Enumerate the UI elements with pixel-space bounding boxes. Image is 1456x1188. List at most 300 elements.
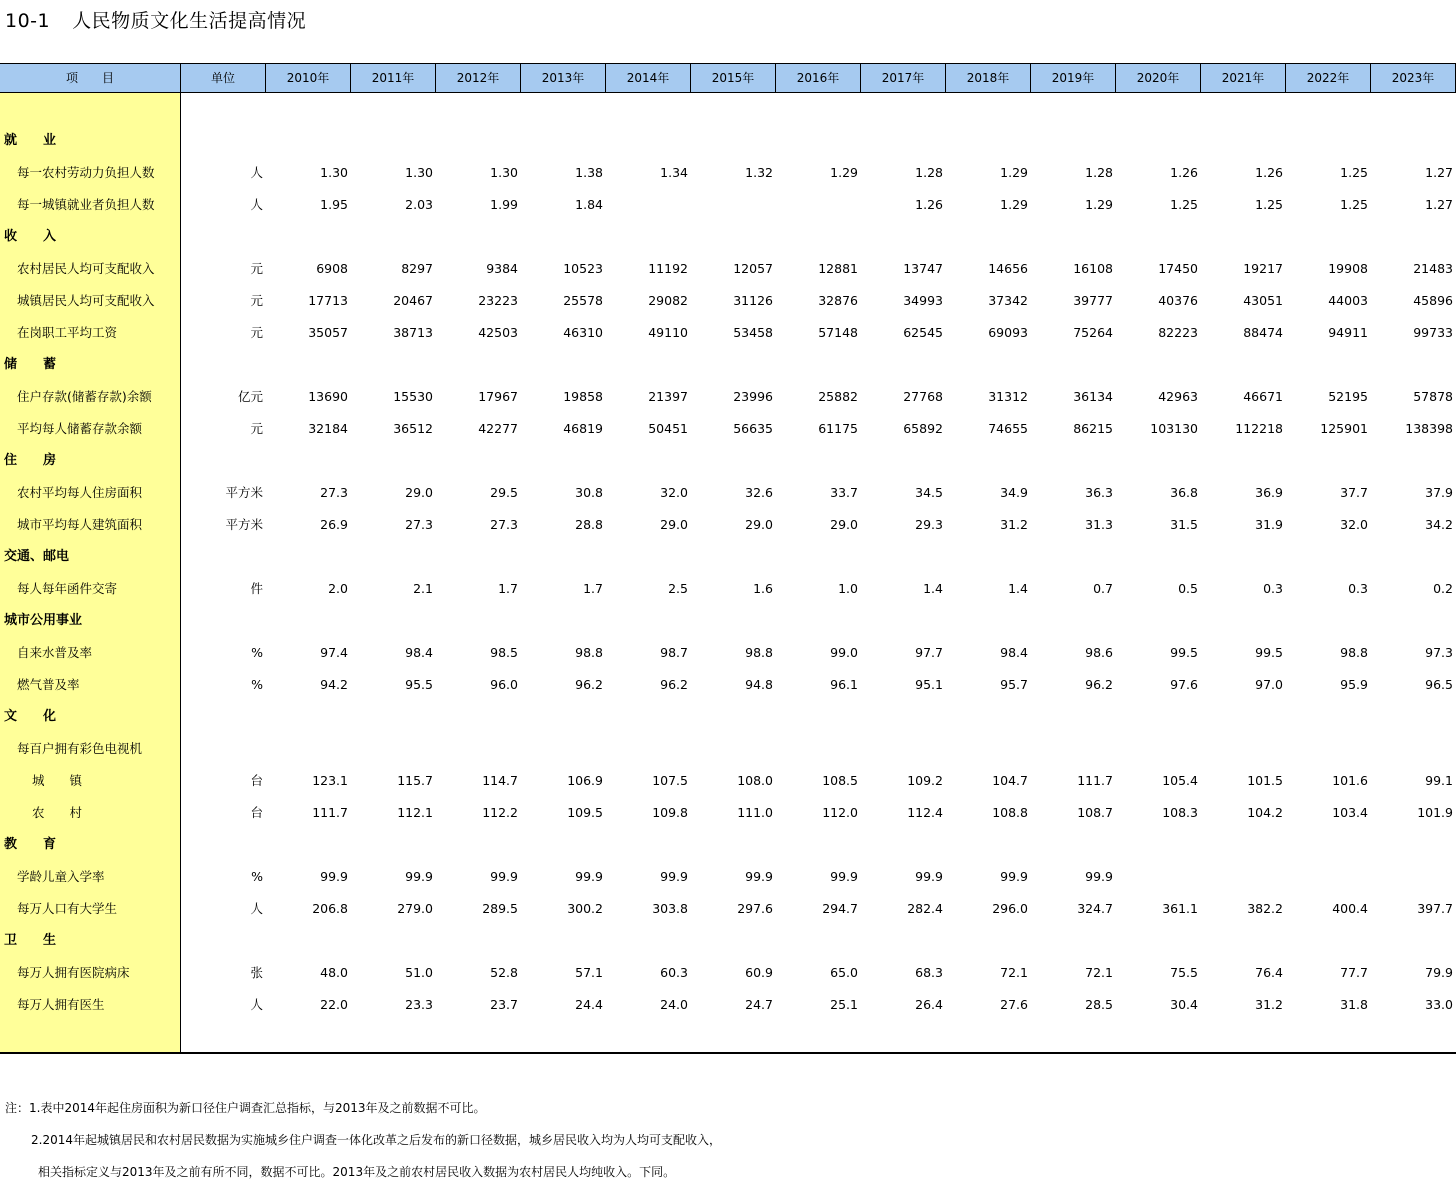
- value-cell: 99733: [1413, 325, 1453, 340]
- value-cell: 108.5: [822, 773, 858, 788]
- row-unit: 元: [250, 421, 263, 436]
- value-cell: 115.7: [397, 773, 433, 788]
- value-cell: 96.2: [575, 677, 603, 692]
- value-cell: 31.3: [1085, 517, 1113, 532]
- table-row: [0, 189, 1456, 221]
- row-unit: %: [251, 869, 263, 884]
- value-cell: 31.2: [1255, 997, 1283, 1012]
- value-cell: 1.0: [838, 581, 858, 596]
- value-cell: 98.8: [1340, 645, 1368, 660]
- value-cell: 294.7: [822, 901, 858, 916]
- value-cell: 97.0: [1255, 677, 1283, 692]
- value-cell: 69093: [988, 325, 1028, 340]
- value-cell: 114.7: [482, 773, 518, 788]
- value-cell: 31.2: [1000, 517, 1028, 532]
- table-row: [0, 861, 1456, 893]
- value-cell: 8297: [401, 261, 433, 276]
- section-row: [0, 605, 1456, 637]
- value-cell: 97.6: [1170, 677, 1198, 692]
- value-cell: 39777: [1073, 293, 1113, 308]
- value-cell: 19858: [563, 389, 603, 404]
- value-cell: 324.7: [1077, 901, 1113, 916]
- value-cell: 15530: [393, 389, 433, 404]
- note-line-3: 相关指标定义与2013年及之前有所不同，数据不可比。2013年及之前农村居民收入数据为农村居民人均纯收入。下同。: [38, 1165, 676, 1179]
- value-cell: 99.9: [1085, 869, 1113, 884]
- value-cell: 34.2: [1425, 517, 1453, 532]
- value-cell: 27.6: [1000, 997, 1028, 1012]
- value-cell: 52195: [1328, 389, 1368, 404]
- section-label: 储 蓄: [4, 357, 57, 372]
- value-cell: 1.28: [1085, 165, 1113, 180]
- header-year: 2021年: [1201, 64, 1286, 92]
- value-cell: 68.3: [915, 965, 943, 980]
- value-cell: 96.2: [1085, 677, 1113, 692]
- value-cell: 109.8: [652, 805, 688, 820]
- value-cell: 31.8: [1340, 997, 1368, 1012]
- value-cell: 60.3: [660, 965, 688, 980]
- value-cell: 27.3: [320, 485, 348, 500]
- value-cell: 106.9: [567, 773, 603, 788]
- value-cell: 24.0: [660, 997, 688, 1012]
- value-cell: 103.4: [1332, 805, 1368, 820]
- row-label: 农村平均每人住房面积: [17, 485, 143, 500]
- value-cell: 76.4: [1255, 965, 1283, 980]
- header-year: 2015年: [691, 64, 776, 92]
- value-cell: 0.5: [1178, 581, 1198, 596]
- value-cell: 95.5: [405, 677, 433, 692]
- header-year: 2012年: [436, 64, 521, 92]
- row-unit: %: [251, 645, 263, 660]
- value-cell: 77.7: [1340, 965, 1368, 980]
- value-cell: 23223: [478, 293, 518, 308]
- row-unit: %: [251, 677, 263, 692]
- value-cell: 56635: [733, 421, 773, 436]
- row-unit: 件: [250, 581, 263, 596]
- value-cell: 40376: [1158, 293, 1198, 308]
- value-cell: 96.1: [830, 677, 858, 692]
- value-cell: 72.1: [1085, 965, 1113, 980]
- table-row: [0, 157, 1456, 189]
- value-cell: 32.0: [660, 485, 688, 500]
- value-cell: 13690: [308, 389, 348, 404]
- header-year: 2020年: [1116, 64, 1201, 92]
- table-row: [0, 285, 1456, 317]
- value-cell: 382.2: [1247, 901, 1283, 916]
- row-label: 城市平均每人建筑面积: [17, 517, 143, 532]
- table-row: [0, 765, 1456, 797]
- row-unit: 人: [250, 901, 263, 916]
- row-unit: 亿元: [237, 389, 263, 404]
- section-label: 就 业: [4, 133, 57, 148]
- section-row: [0, 541, 1456, 573]
- row-unit: 人: [250, 997, 263, 1012]
- value-cell: 0.3: [1263, 581, 1283, 596]
- value-cell: 1.29: [1085, 197, 1113, 212]
- row-label: 自来水普及率: [17, 645, 93, 660]
- value-cell: 51.0: [405, 965, 433, 980]
- value-cell: 25882: [818, 389, 858, 404]
- value-cell: 2.5: [668, 581, 688, 596]
- value-cell: 98.8: [575, 645, 603, 660]
- row-label: 城镇居民人均可支配收入: [17, 293, 155, 308]
- value-cell: 123.1: [312, 773, 348, 788]
- value-cell: 1.27: [1425, 197, 1453, 212]
- table-row: [0, 797, 1456, 829]
- header-item: 项 目: [0, 64, 181, 92]
- value-cell: 34993: [903, 293, 943, 308]
- value-cell: 32.6: [745, 485, 773, 500]
- table-row: [0, 509, 1456, 541]
- row-label: 住户存款(储蓄存款)余额: [17, 389, 152, 404]
- value-cell: 112218: [1235, 421, 1283, 436]
- value-cell: 37.7: [1340, 485, 1368, 500]
- value-cell: 34.5: [915, 485, 943, 500]
- value-cell: 303.8: [652, 901, 688, 916]
- value-cell: 31.5: [1170, 517, 1198, 532]
- row-label: 每人每年函件交寄: [17, 581, 118, 596]
- value-cell: 23996: [733, 389, 773, 404]
- value-cell: 36134: [1073, 389, 1113, 404]
- value-cell: 1.99: [490, 197, 518, 212]
- value-cell: 1.26: [1170, 165, 1198, 180]
- value-cell: 95.1: [915, 677, 943, 692]
- value-cell: 28.8: [575, 517, 603, 532]
- value-cell: 10523: [563, 261, 603, 276]
- value-cell: 99.9: [1000, 869, 1028, 884]
- row-label: 城 镇: [32, 773, 83, 788]
- section-label: 文 化: [4, 709, 57, 724]
- value-cell: 26.4: [915, 997, 943, 1012]
- value-cell: 99.9: [915, 869, 943, 884]
- value-cell: 16108: [1073, 261, 1113, 276]
- value-cell: 23.3: [405, 997, 433, 1012]
- value-cell: 138398: [1405, 421, 1453, 436]
- row-label: 每一农村劳动力负担人数: [17, 165, 155, 180]
- value-cell: 9384: [486, 261, 518, 276]
- value-cell: 1.25: [1340, 197, 1368, 212]
- value-cell: 79.9: [1425, 965, 1453, 980]
- value-cell: 1.29: [1000, 165, 1028, 180]
- note-line-2: 2.2014年起城镇居民和农村居民数据为实施城乡住户调查一体化改革之后发布的新口径数据，城乡居民收入均为人均可支配收入，: [31, 1133, 721, 1147]
- value-cell: 17713: [308, 293, 348, 308]
- row-unit: 元: [250, 261, 263, 276]
- value-cell: 44003: [1328, 293, 1368, 308]
- row-unit: 平方米: [225, 485, 263, 500]
- value-cell: 1.25: [1340, 165, 1368, 180]
- value-cell: 108.7: [1077, 805, 1113, 820]
- value-cell: 206.8: [312, 901, 348, 916]
- value-cell: 49110: [648, 325, 688, 340]
- value-cell: 24.7: [745, 997, 773, 1012]
- value-cell: 30.8: [575, 485, 603, 500]
- table-row: [0, 893, 1456, 925]
- value-cell: 103130: [1150, 421, 1198, 436]
- value-cell: 99.1: [1425, 773, 1453, 788]
- value-cell: 99.5: [1170, 645, 1198, 660]
- value-cell: 112.1: [397, 805, 433, 820]
- section-label: 城市公用事业: [4, 613, 83, 628]
- value-cell: 97.4: [320, 645, 348, 660]
- value-cell: 107.5: [652, 773, 688, 788]
- value-cell: 0.3: [1348, 581, 1368, 596]
- value-cell: 99.9: [490, 869, 518, 884]
- value-cell: 29.0: [405, 485, 433, 500]
- value-cell: 29.0: [745, 517, 773, 532]
- value-cell: 36.8: [1170, 485, 1198, 500]
- value-cell: 300.2: [567, 901, 603, 916]
- value-cell: 104.7: [992, 773, 1028, 788]
- value-cell: 99.9: [575, 869, 603, 884]
- value-cell: 43051: [1243, 293, 1283, 308]
- value-cell: 1.30: [490, 165, 518, 180]
- value-cell: 1.27: [1425, 165, 1453, 180]
- value-cell: 74655: [988, 421, 1028, 436]
- value-cell: 36512: [393, 421, 433, 436]
- value-cell: 2.0: [328, 581, 348, 596]
- header-year: 2023年: [1371, 64, 1456, 92]
- value-cell: 24.4: [575, 997, 603, 1012]
- value-cell: 28.5: [1085, 997, 1113, 1012]
- value-cell: 26.9: [320, 517, 348, 532]
- value-cell: 50451: [648, 421, 688, 436]
- value-cell: 1.95: [320, 197, 348, 212]
- table-row: [0, 669, 1456, 701]
- value-cell: 13747: [903, 261, 943, 276]
- table-title: 人民物质文化生活提高情况: [72, 10, 307, 32]
- value-cell: 112.0: [822, 805, 858, 820]
- value-cell: 1.84: [575, 197, 603, 212]
- section-row: [0, 349, 1456, 381]
- value-cell: 25.1: [830, 997, 858, 1012]
- value-cell: 99.0: [830, 645, 858, 660]
- value-cell: 96.5: [1425, 677, 1453, 692]
- row-unit: 平方米: [225, 517, 263, 532]
- value-cell: 108.3: [1162, 805, 1198, 820]
- value-cell: 112.4: [907, 805, 943, 820]
- value-cell: 75.5: [1170, 965, 1198, 980]
- value-cell: 1.38: [575, 165, 603, 180]
- row-label: 农村居民人均可支配收入: [17, 261, 155, 276]
- value-cell: 111.7: [1077, 773, 1113, 788]
- value-cell: 109.2: [907, 773, 943, 788]
- table-number: 10-1: [5, 10, 51, 32]
- value-cell: 12881: [818, 261, 858, 276]
- table-row: [0, 413, 1456, 445]
- value-cell: 19217: [1243, 261, 1283, 276]
- value-cell: 2.1: [413, 581, 433, 596]
- value-cell: 30.4: [1170, 997, 1198, 1012]
- value-cell: 2.03: [405, 197, 433, 212]
- value-cell: 99.9: [405, 869, 433, 884]
- page-title: [5, 6, 306, 33]
- value-cell: 35057: [308, 325, 348, 340]
- value-cell: 101.6: [1332, 773, 1368, 788]
- value-cell: 38713: [393, 325, 433, 340]
- table-row: [0, 989, 1456, 1021]
- value-cell: 37342: [988, 293, 1028, 308]
- value-cell: 111.7: [312, 805, 348, 820]
- row-label: 每一城镇就业者负担人数: [17, 197, 155, 212]
- row-unit: 元: [250, 293, 263, 308]
- value-cell: 109.5: [567, 805, 603, 820]
- value-cell: 25578: [563, 293, 603, 308]
- value-cell: 57148: [818, 325, 858, 340]
- row-label: 每百户拥有彩色电视机: [17, 741, 143, 756]
- row-unit: 人: [250, 165, 263, 180]
- value-cell: 32876: [818, 293, 858, 308]
- value-cell: 1.25: [1255, 197, 1283, 212]
- notes: [5, 1092, 721, 1188]
- value-cell: 282.4: [907, 901, 943, 916]
- value-cell: 99.9: [660, 869, 688, 884]
- section-row: [0, 701, 1456, 733]
- value-cell: 1.7: [498, 581, 518, 596]
- row-unit: 张: [250, 965, 263, 980]
- value-cell: 1.34: [660, 165, 688, 180]
- value-cell: 42503: [478, 325, 518, 340]
- value-cell: 33.7: [830, 485, 858, 500]
- row-label: 每万人拥有医生: [17, 997, 105, 1012]
- row-label: 每万人拥有医院病床: [17, 965, 130, 980]
- value-cell: 101.5: [1247, 773, 1283, 788]
- value-cell: 23.7: [490, 997, 518, 1012]
- value-cell: 361.1: [1162, 901, 1198, 916]
- value-cell: 1.4: [923, 581, 943, 596]
- value-cell: 97.7: [915, 645, 943, 660]
- row-unit: 元: [250, 325, 263, 340]
- value-cell: 1.30: [320, 165, 348, 180]
- value-cell: 98.4: [1000, 645, 1028, 660]
- value-cell: 31126: [733, 293, 773, 308]
- value-cell: 101.9: [1417, 805, 1453, 820]
- value-cell: 1.26: [915, 197, 943, 212]
- value-cell: 36.3: [1085, 485, 1113, 500]
- section-row: [0, 829, 1456, 861]
- value-cell: 98.7: [660, 645, 688, 660]
- value-cell: 1.29: [830, 165, 858, 180]
- table-bottom-border: [0, 1052, 1456, 1054]
- section-row: [0, 445, 1456, 477]
- table-row: [0, 637, 1456, 669]
- section-label: 收 入: [4, 229, 57, 244]
- value-cell: 36.9: [1255, 485, 1283, 500]
- value-cell: 33.0: [1425, 997, 1453, 1012]
- value-cell: 1.25: [1170, 197, 1198, 212]
- value-cell: 297.6: [737, 901, 773, 916]
- table-row: [0, 253, 1456, 285]
- value-cell: 97.3: [1425, 645, 1453, 660]
- value-cell: 1.28: [915, 165, 943, 180]
- value-cell: 20467: [393, 293, 433, 308]
- value-cell: 46819: [563, 421, 603, 436]
- value-cell: 111.0: [737, 805, 773, 820]
- value-cell: 1.32: [745, 165, 773, 180]
- value-cell: 95.7: [1000, 677, 1028, 692]
- value-cell: 42277: [478, 421, 518, 436]
- value-cell: 289.5: [482, 901, 518, 916]
- header-year: 2017年: [861, 64, 946, 92]
- value-cell: 65.0: [830, 965, 858, 980]
- value-cell: 98.8: [745, 645, 773, 660]
- value-cell: 99.5: [1255, 645, 1283, 660]
- value-cell: 105.4: [1162, 773, 1198, 788]
- value-cell: 46671: [1243, 389, 1283, 404]
- value-cell: 98.4: [405, 645, 433, 660]
- row-label: 学龄儿童入学率: [17, 869, 105, 884]
- value-cell: 99.9: [320, 869, 348, 884]
- value-cell: 14656: [988, 261, 1028, 276]
- row-unit: 人: [250, 197, 263, 212]
- value-cell: 1.30: [405, 165, 433, 180]
- value-cell: 22.0: [320, 997, 348, 1012]
- section-row: [0, 221, 1456, 253]
- section-row: [0, 925, 1456, 957]
- value-cell: 104.2: [1247, 805, 1283, 820]
- value-cell: 46310: [563, 325, 603, 340]
- value-cell: 27.3: [490, 517, 518, 532]
- header-year: 2010年: [266, 64, 351, 92]
- value-cell: 1.4: [1008, 581, 1028, 596]
- header-year: 2022年: [1286, 64, 1371, 92]
- value-cell: 57878: [1413, 389, 1453, 404]
- value-cell: 112.2: [482, 805, 518, 820]
- value-cell: 1.6: [753, 581, 773, 596]
- value-cell: 94.2: [320, 677, 348, 692]
- table-row: [0, 733, 1456, 765]
- value-cell: 29.0: [660, 517, 688, 532]
- value-cell: 21483: [1413, 261, 1453, 276]
- value-cell: 279.0: [397, 901, 433, 916]
- value-cell: 17450: [1158, 261, 1198, 276]
- header-year: 2014年: [606, 64, 691, 92]
- value-cell: 29.3: [915, 517, 943, 532]
- row-label: 平均每人储蓄存款余额: [17, 421, 143, 436]
- value-cell: 98.5: [490, 645, 518, 660]
- value-cell: 86215: [1073, 421, 1113, 436]
- value-cell: 96.2: [660, 677, 688, 692]
- value-cell: 1.7: [583, 581, 603, 596]
- note-line-1: 注：1.表中2014年起住房面积为新口径住户调查汇总指标，与2013年及之前数据不可比。: [5, 1101, 486, 1115]
- table-header: [0, 63, 1456, 93]
- header-year: 2011年: [351, 64, 436, 92]
- value-cell: 17967: [478, 389, 518, 404]
- value-cell: 42963: [1158, 389, 1198, 404]
- table-row: [0, 381, 1456, 413]
- value-cell: 27.3: [405, 517, 433, 532]
- value-cell: 29.0: [830, 517, 858, 532]
- value-cell: 29082: [648, 293, 688, 308]
- value-cell: 62545: [903, 325, 943, 340]
- header-unit: 单位: [181, 64, 266, 92]
- value-cell: 98.6: [1085, 645, 1113, 660]
- value-cell: 29.5: [490, 485, 518, 500]
- value-cell: 0.7: [1093, 581, 1113, 596]
- value-cell: 96.0: [490, 677, 518, 692]
- section-row: [0, 125, 1456, 157]
- data-table: [0, 63, 1456, 1054]
- value-cell: 125901: [1320, 421, 1368, 436]
- value-cell: 57.1: [575, 965, 603, 980]
- value-cell: 31.9: [1255, 517, 1283, 532]
- table-row: [0, 317, 1456, 349]
- value-cell: 53458: [733, 325, 773, 340]
- value-cell: 32.0: [1340, 517, 1368, 532]
- row-label: 农 村: [32, 805, 83, 820]
- value-cell: 60.9: [745, 965, 773, 980]
- value-cell: 48.0: [320, 965, 348, 980]
- section-label: 住 房: [4, 453, 57, 468]
- header-year: 2013年: [521, 64, 606, 92]
